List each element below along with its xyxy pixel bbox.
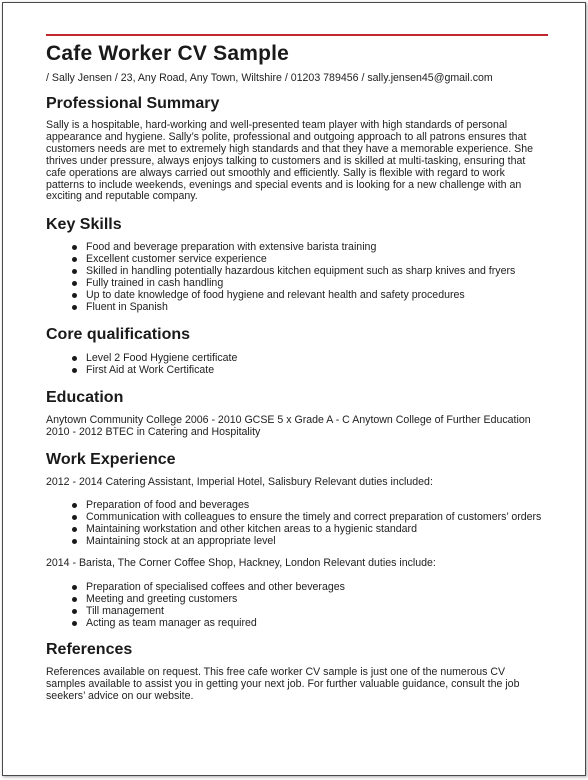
list-item: Communication with colleagues to ensure the timely and correct preparation of customers’ orders: [46, 512, 546, 524]
skills-list: [46, 242, 546, 313]
list-item: Food and beverage preparation with extensive barista training: [46, 242, 546, 254]
contact-details: / Sally Jensen / 23, Any Road, Any Town, Wiltshire / 01203 789456 / sally.jensen45@gmail.com: [46, 72, 493, 84]
education-text: Anytown Community College 2006 - 2010 GCSE 5 x Grade A - C Anytown College of Further Education 2010 - 2012 BTEC in Catering and Hospitality: [46, 413, 531, 438]
list-item: Preparation of food and beverages: [46, 500, 546, 512]
list-item: Maintaining stock at an appropriate level: [46, 536, 546, 548]
job-duties-list-2: [46, 582, 546, 630]
section-heading-summary: Professional Summary: [46, 95, 220, 112]
list-item: Fully trained in cash handling: [46, 278, 546, 290]
job-title-1: 2012 - 2014 Catering Assistant, Imperial Hotel, Salisbury Relevant duties included:: [46, 476, 433, 489]
header-accent-line: [46, 34, 548, 36]
section-heading-education: Education: [46, 388, 124, 406]
list-item: Meeting and greeting customers: [46, 594, 546, 606]
section-heading-skills: Key Skills: [46, 216, 122, 234]
section-heading-work-experience: Work Experience: [46, 451, 176, 469]
list-item: First Aid at Work Certificate: [46, 365, 546, 377]
list-item: Till management: [46, 606, 546, 618]
cv-page: [2, 2, 586, 776]
job-duties-list-1: [46, 500, 546, 548]
list-item: Up to date knowledge of food hygiene and relevant health and safety procedures: [46, 290, 546, 302]
list-item: Skilled in handling potentially hazardous kitchen equipment such as sharp knives and fryers: [46, 266, 546, 278]
list-item: Preparation of specialised coffees and other beverages: [46, 582, 546, 594]
list-item: Maintaining workstation and other kitchen areas to a hygienic standard: [46, 524, 546, 536]
cv-content: [46, 40, 546, 703]
qualifications-list: [46, 353, 546, 377]
list-item: Fluent in Spanish: [46, 302, 546, 314]
list-item: Acting as team manager as required: [46, 618, 546, 630]
summary-text: Sally is a hospitable, hard-working and well-presented team player with high standards of personal appearance and hygiene. Sally’s polite, professional and outgoing approach to all patrons ensures that customers needs are met to extremely high standards and that they have a memorable experience. She thrives under pressure, always enjoys talking to customers and is skilled at multi-tasking, ensuring that cafe operations are always carried out smoothly and efficiently. Sally is flexible with regard to work patterns to include weekends, evenings and special events and is looking for a new challenge with an exciting and reputable company.: [46, 119, 533, 203]
page-title: Cafe Worker CV Sample: [46, 42, 290, 65]
references-text: References available on request. This free cafe worker CV sample is just one of the numerous CV samples available to assist you in getting your next job. For further valuable guidance, consult the job seekers’ advice on our website.: [46, 666, 520, 703]
list-item: Excellent customer service experience: [46, 254, 546, 266]
section-heading-qualifications: Core qualifications: [46, 325, 191, 343]
job-title-2: 2014 - Barista, The Corner Coffee Shop, Hackney, London Relevant duties include:: [46, 556, 436, 569]
list-item: Level 2 Food Hygiene certificate: [46, 353, 546, 365]
section-heading-references: References: [46, 641, 133, 659]
